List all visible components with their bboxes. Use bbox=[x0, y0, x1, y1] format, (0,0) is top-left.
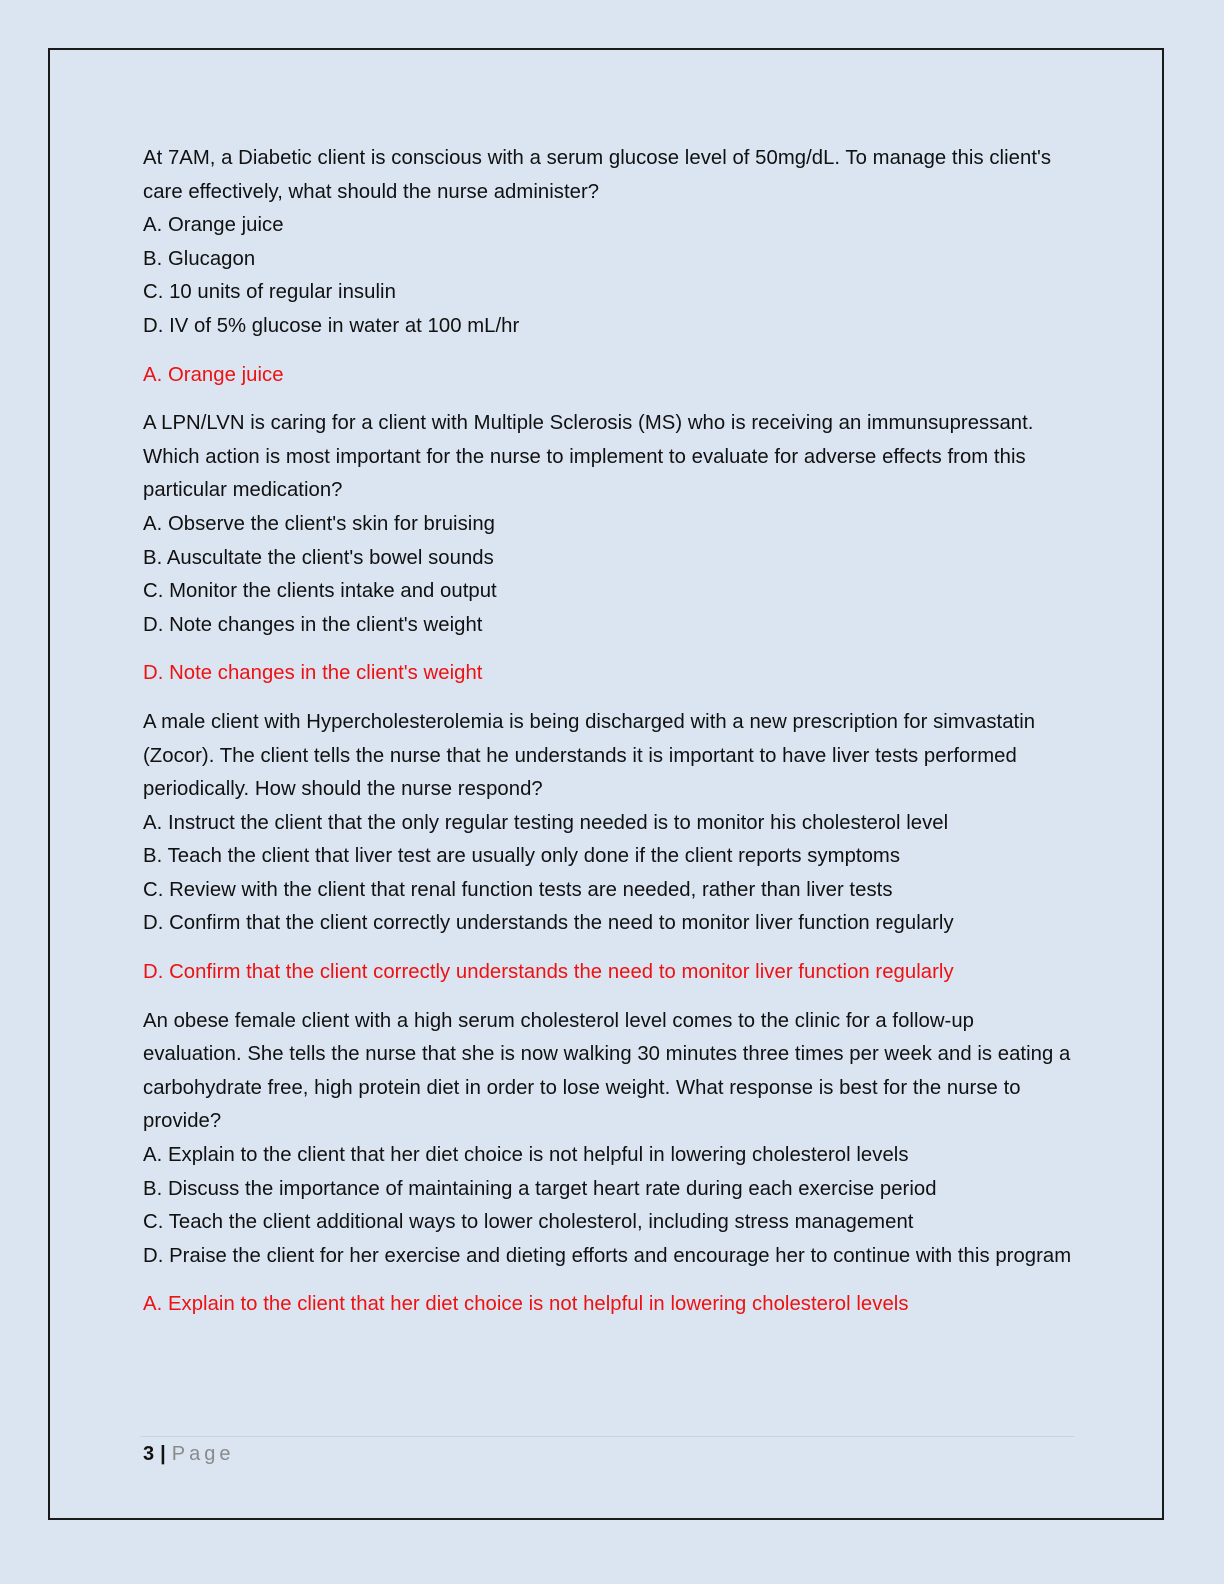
question-text: At 7AM, a Diabetic client is conscious with a serum glucose level of 50mg/dL. To manage this client's care effectively, what should the nurse administer? bbox=[143, 147, 1052, 203]
option-c: C. Review with the client that renal function tests are needed, rather than liver tests bbox=[143, 878, 893, 901]
option-d: D. Praise the client for her exercise and dieting efforts and encourage her to continue with this program bbox=[143, 1244, 1072, 1267]
option-d: D. Confirm that the client correctly understands the need to monitor liver function regularly bbox=[143, 912, 954, 935]
page-label: Page bbox=[171, 1443, 235, 1465]
correct-answer: A. Orange juice bbox=[143, 363, 284, 386]
option-c: C. 10 units of regular insulin bbox=[143, 281, 396, 304]
question-2 bbox=[143, 407, 1073, 691]
question-3 bbox=[143, 706, 1073, 990]
footer-divider bbox=[140, 1436, 1074, 1437]
option-d: D. IV of 5% glucose in water at 100 mL/hr bbox=[143, 314, 520, 337]
option-a: A. Observe the client's skin for bruising bbox=[143, 512, 495, 535]
question-1 bbox=[143, 142, 1073, 392]
question-text: A male client with Hypercholesterolemia is being discharged with a new prescription for simvastatin (Zocor). The client tells the nurse that he understands it is important to have liver tests performed periodically. How should the nurse respond? bbox=[143, 710, 1036, 801]
document-body bbox=[143, 142, 1073, 1337]
option-a: A. Instruct the client that the only regular testing needed is to monitor his cholesterol level bbox=[143, 811, 949, 834]
question-4 bbox=[143, 1005, 1073, 1322]
option-c: C. Teach the client additional ways to lower cholesterol, including stress management bbox=[143, 1211, 914, 1234]
option-d: D. Note changes in the client's weight bbox=[143, 613, 483, 636]
page-number: 3 bbox=[143, 1443, 155, 1465]
correct-answer: D. Confirm that the client correctly understands the need to monitor liver function regularly bbox=[143, 961, 954, 984]
question-text: A LPN/LVN is caring for a client with Multiple Sclerosis (MS) who is receiving an immunsupressant. Which action is most important for the nurse to implement to evaluate for adverse effects from this particular medication? bbox=[143, 412, 1034, 502]
option-b: B. Glucagon bbox=[143, 247, 256, 270]
option-a: A. Explain to the client that her diet choice is not helpful in lowering cholesterol levels bbox=[143, 1144, 909, 1167]
option-c: C. Monitor the clients intake and output bbox=[143, 580, 497, 603]
option-a: A. Orange juice bbox=[143, 214, 284, 237]
correct-answer: D. Note changes in the client's weight bbox=[143, 662, 483, 685]
question-text: An obese female client with a high serum cholesterol level comes to the clinic for a follow-up evaluation. She tells the nurse that she is now walking 30 minutes three times per week and is eating a carbohydrate free, high protein diet in order to lose weight. What response is best for the nurse to provide? bbox=[143, 1009, 1071, 1133]
option-b: B. Discuss the importance of maintaining a target heart rate during each exercise period bbox=[143, 1177, 937, 1200]
option-b: B. Teach the client that liver test are usually only done if the client reports symptoms bbox=[143, 845, 901, 868]
page-footer bbox=[143, 1440, 234, 1468]
footer-separator: | bbox=[160, 1443, 166, 1465]
correct-answer: A. Explain to the client that her diet choice is not helpful in lowering cholesterol levels bbox=[143, 1293, 909, 1316]
option-b: B. Auscultate the client's bowel sounds bbox=[143, 546, 494, 569]
